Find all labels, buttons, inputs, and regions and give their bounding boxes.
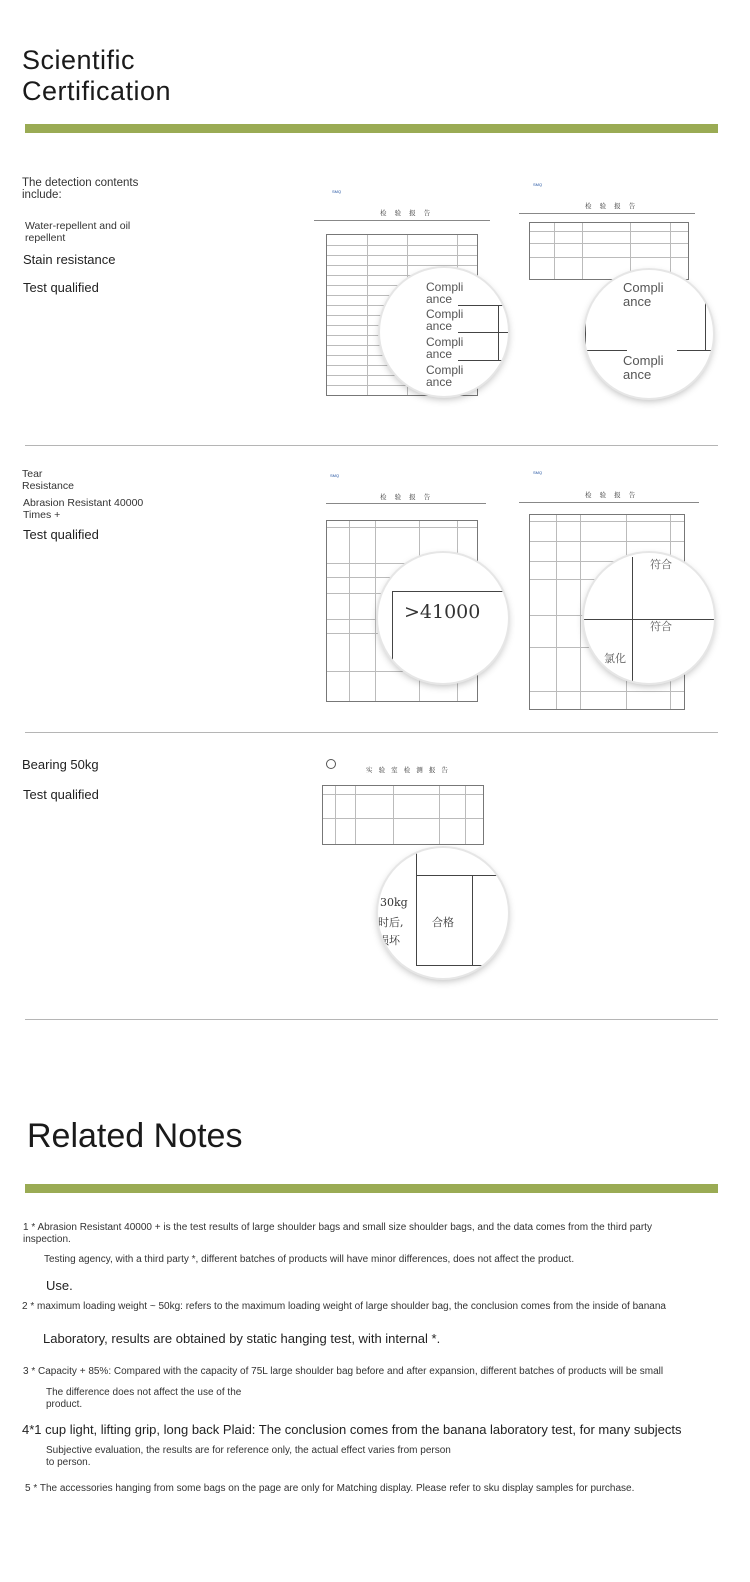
report-title: 检 验 报 告 — [585, 491, 639, 499]
feature-abrasion-resistant: Abrasion Resistant 40000 Times + — [23, 497, 144, 521]
section-title-certification — [22, 45, 171, 107]
smq-logo: SMQ — [533, 182, 543, 187]
feature-bearing: Bearing 50kg — [22, 757, 99, 772]
section-title-notes: Related Notes — [27, 1117, 243, 1155]
result-label-2: Test qualified — [23, 527, 99, 542]
detection-intro: The detection contents include: — [22, 177, 139, 201]
note-3-line-a: 3 * Capacity + 85%: Compared with the capacity of 75L large shoulder bag before and after expansion, different batches of products will be small — [23, 1366, 664, 1377]
lab-seal-icon — [326, 759, 336, 769]
feature-stain-resistance: Stain resistance — [23, 252, 116, 267]
magnifier-compliance-3: 符合 符合 氯化 — [584, 553, 714, 683]
report-title: 检 验 报 告 — [585, 202, 639, 210]
magnifier-compliance-2: Compli ance Compli ance — [585, 270, 713, 398]
result-label-1: Test qualified — [23, 280, 99, 295]
note-5: 5 * The accessories hanging from some bags on the page are only for Matching display. Please refer to sku display samples for purchase. — [25, 1483, 635, 1494]
accent-bar-top — [25, 124, 718, 133]
magnifier-bearing-result: 30kg 时后, 损坏 合格 — [378, 848, 508, 978]
note-3-line-b: The difference does not affect the use of the product. — [46, 1387, 242, 1410]
report-document-2 — [515, 175, 700, 285]
note-1-line-b: Testing agency, with a third party *, different batches of products will have minor differences, does not affect the product. — [44, 1254, 575, 1265]
note-2-line-a: 2 * maximum loading weight ~ 50kg: refers to the maximum loading weight of large shoulder bag, the conclusion comes from the inside of banana — [22, 1301, 666, 1312]
smq-logo: SMQ — [332, 189, 342, 194]
report-title: 检 验 报 告 — [380, 209, 434, 217]
feature-tear-resistance: Tear Resistance — [22, 468, 74, 492]
magnifier-abrasion-value: >41000 — [378, 553, 508, 683]
report-title: 检 验 报 告 — [380, 493, 434, 501]
divider-1 — [25, 445, 718, 446]
feature-water-repellent: Water-repellent and oil repellent — [25, 220, 131, 244]
note-1-line-a: 1 * Abrasion Resistant 40000 + is the test results of large shoulder bags and small size shoulder bags, and the data comes from the third party inspection. — [23, 1222, 652, 1245]
title-line-1: Scientific — [22, 45, 136, 75]
note-1-line-c: Use. — [46, 1278, 73, 1293]
lab-report-title: 实 验 室 检 测 报 告 — [366, 766, 450, 774]
result-label-3: Test qualified — [23, 787, 99, 802]
divider-2 — [25, 732, 718, 733]
title-line-2: Certification — [22, 76, 172, 106]
accent-bar-notes — [25, 1184, 718, 1193]
divider-3 — [25, 1019, 718, 1020]
report-table — [322, 785, 484, 845]
magnifier-compliance-1: Compli ance Compli ance Compli ance Compli ance — [380, 268, 508, 396]
note-4-line-a: 4*1 cup light, lifting grip, long back Plaid: The conclusion comes from the banana laboratory test, for many subjects — [22, 1422, 682, 1437]
smq-logo: SMQ — [330, 473, 340, 478]
note-4-line-b: Subjective evaluation, the results are for reference only, the actual effect varies from person to person. — [46, 1445, 451, 1468]
note-2-line-b: Laboratory, results are obtained by static hanging test, with internal *. — [43, 1331, 441, 1346]
smq-logo: SMQ — [533, 470, 543, 475]
